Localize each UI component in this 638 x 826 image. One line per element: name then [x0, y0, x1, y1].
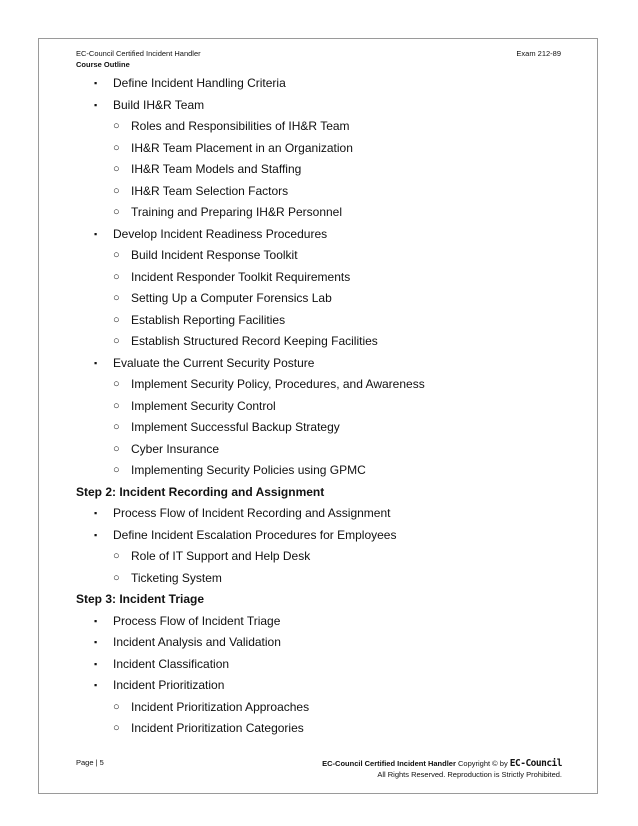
outline-text: Process Flow of Incident Recording and Assignment: [113, 506, 391, 520]
sub-bullet-item: [113, 570, 222, 585]
square-bullet-icon: ▪: [94, 228, 98, 239]
outline-text: Step 2: Incident Recording and Assignment: [76, 484, 325, 499]
outline-text: IH&R Team Models and Staffing: [131, 162, 302, 176]
outline-text: Incident Responder Toolkit Requirements: [131, 269, 351, 284]
sub-bullet-item: [113, 248, 298, 262]
bullet-item: [94, 76, 286, 90]
outline-text: Setting Up a Computer Forensics Lab: [131, 291, 332, 305]
bullet-item: [94, 506, 391, 520]
header-left: [76, 48, 201, 70]
sub-bullet-item: [113, 398, 276, 413]
outline-text: Build IH&R Team: [113, 97, 205, 112]
sub-bullet-item: [113, 441, 220, 456]
outline-text: Process Flow of Incident Triage: [113, 613, 281, 628]
sub-bullet-item: [113, 549, 311, 563]
sub-bullet-item: [113, 377, 425, 391]
outline-text: IH&R Team Selection Factors: [131, 183, 289, 198]
outline-text: Build Incident Response Toolkit: [131, 248, 298, 262]
outline-text: Establish Structured Record Keeping Facilities: [131, 334, 378, 348]
outline-text: Evaluate the Current Security Posture: [113, 355, 315, 370]
outline-text: Incident Classification: [113, 656, 230, 671]
circle-bullet-icon: ○: [113, 722, 120, 734]
bullet-item: [94, 226, 328, 241]
square-bullet-icon: ▪: [94, 637, 98, 647]
header-exam: Exam 212-89: [516, 49, 561, 58]
circle-bullet-icon: ○: [113, 399, 120, 412]
outline-text: Roles and Responsibilities of IH&R Team: [131, 119, 350, 133]
footer-cert-name: EC-Council Certified Incident Handler: [322, 759, 456, 768]
outline-text: Define Incident Escalation Procedures for Employees: [113, 527, 397, 542]
outline-text: Define Incident Handling Criteria: [113, 76, 286, 90]
outline-text: Implementing Security Policies using GPMC: [131, 463, 366, 477]
bullet-item: [94, 97, 205, 112]
circle-bullet-icon: ○: [113, 313, 120, 326]
circle-bullet-icon: ○: [113, 270, 120, 283]
bullet-item: [94, 613, 281, 628]
square-bullet-icon: ▪: [94, 99, 98, 110]
footer-copyright: [322, 758, 562, 780]
sub-bullet-item: [113, 140, 353, 155]
bullet-item: [94, 355, 315, 370]
sub-bullet-item: [113, 420, 340, 434]
sub-bullet-item: [113, 269, 351, 284]
circle-bullet-icon: ○: [113, 249, 120, 261]
sub-bullet-item: [113, 291, 332, 305]
circle-bullet-icon: ○: [113, 421, 120, 433]
bullet-item: [94, 678, 225, 692]
sub-bullet-item: [113, 312, 286, 327]
outline-text: Incident Prioritization Approaches: [131, 699, 310, 714]
header-title: EC-Council Certified Incident Handler: [76, 49, 201, 58]
square-bullet-icon: ▪: [94, 680, 98, 690]
outline-text: Incident Prioritization: [113, 678, 225, 692]
sub-bullet-item: [113, 463, 366, 477]
outline-text: Incident Prioritization Categories: [131, 721, 304, 735]
circle-bullet-icon: ○: [113, 464, 120, 476]
sub-bullet-item: [113, 721, 304, 735]
square-bullet-icon: ▪: [94, 357, 98, 368]
circle-bullet-icon: ○: [113, 292, 120, 304]
outline-text: Establish Reporting Facilities: [131, 312, 286, 327]
footer-copyright-text: Copyright © by: [457, 759, 508, 768]
bullet-item: [94, 635, 281, 649]
footer-rights: All Rights Reserved. Reproduction is Strictly Prohibited.: [377, 770, 562, 779]
circle-bullet-icon: ○: [113, 571, 120, 584]
sub-bullet-item: [113, 205, 343, 219]
square-bullet-icon: ▪: [94, 78, 98, 88]
outline-text: Implement Successful Backup Strategy: [131, 420, 340, 434]
circle-bullet-icon: ○: [113, 120, 120, 132]
circle-bullet-icon: ○: [113, 206, 120, 218]
header-subtitle: Course Outline: [76, 60, 130, 69]
outline-text: Implement Security Control: [131, 398, 276, 413]
circle-bullet-icon: ○: [113, 141, 120, 154]
bullet-item: [94, 656, 230, 671]
outline-text: IH&R Team Placement in an Organization: [131, 140, 353, 155]
outline-text: Step 3: Incident Triage: [76, 592, 205, 606]
square-bullet-icon: ▪: [94, 508, 98, 518]
sub-bullet-item: [113, 162, 302, 176]
sub-bullet-item: [113, 699, 310, 714]
circle-bullet-icon: ○: [113, 442, 120, 455]
outline-text: Ticketing System: [131, 570, 222, 585]
section-heading: [76, 485, 324, 499]
sub-bullet-item: [113, 334, 378, 348]
section-heading: [76, 592, 204, 606]
circle-bullet-icon: ○: [113, 184, 120, 197]
circle-bullet-icon: ○: [113, 335, 120, 347]
square-bullet-icon: ▪: [94, 658, 98, 669]
circle-bullet-icon: ○: [113, 550, 120, 562]
outline-text: Develop Incident Readiness Procedures: [113, 226, 328, 241]
sub-bullet-item: [113, 119, 350, 133]
circle-bullet-icon: ○: [113, 163, 120, 175]
bullet-item: [94, 527, 397, 542]
square-bullet-icon: ▪: [94, 529, 98, 540]
ec-council-logo: EC-Council: [509, 758, 562, 769]
square-bullet-icon: ▪: [94, 615, 98, 626]
outline-text: Cyber Insurance: [131, 441, 220, 456]
sub-bullet-item: [113, 183, 289, 198]
circle-bullet-icon: ○: [113, 378, 120, 390]
outline-text: Training and Preparing IH&R Personnel: [131, 205, 343, 219]
outline-text: Incident Analysis and Validation: [113, 635, 281, 649]
outline-text: Implement Security Policy, Procedures, and Awareness: [131, 377, 425, 391]
outline-text: Role of IT Support and Help Desk: [131, 549, 311, 563]
circle-bullet-icon: ○: [113, 700, 120, 713]
page-number: Page | 5: [76, 758, 104, 767]
